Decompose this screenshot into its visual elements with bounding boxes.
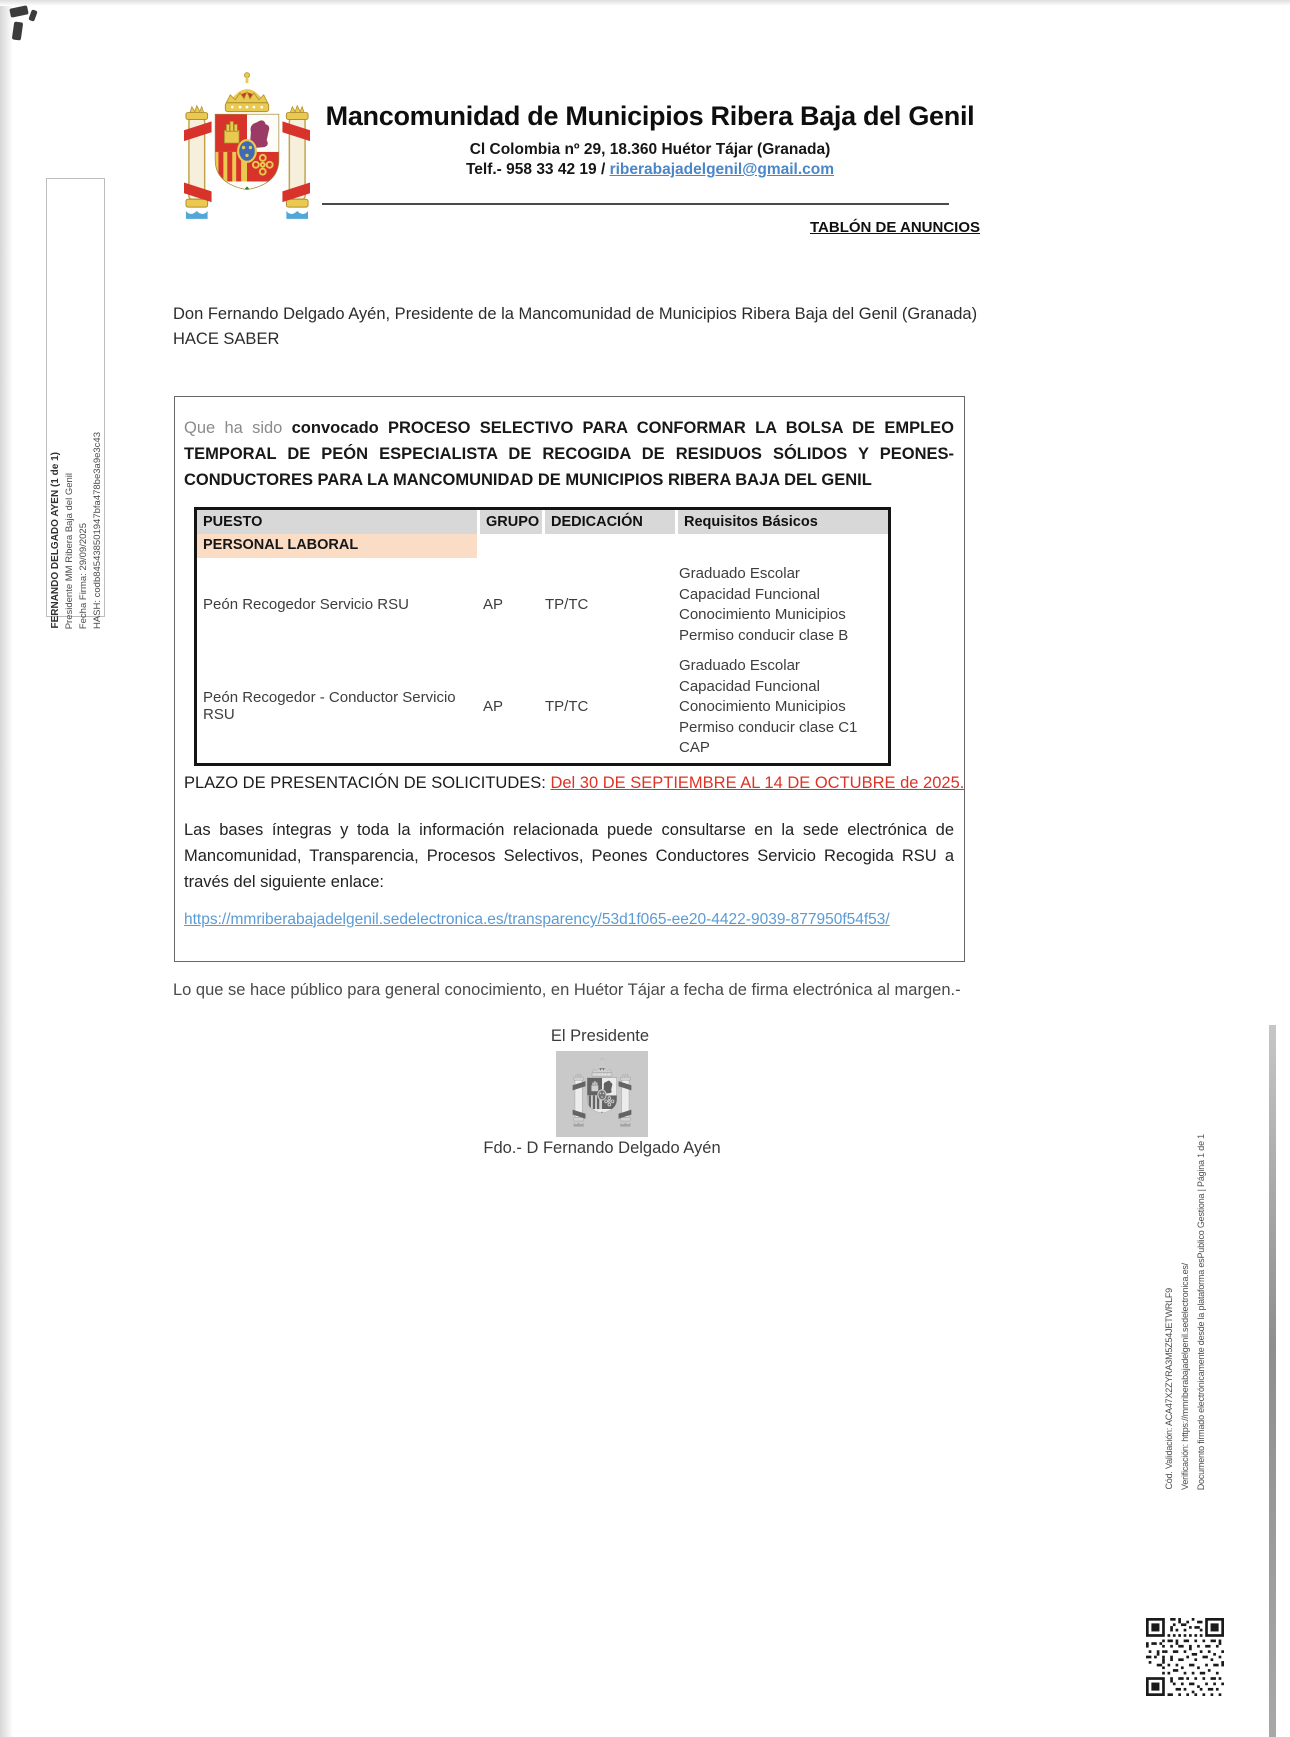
lead-emphasis: convocado PROCESO SELECTIVO PARA CONFORMAR LA BOLSA DE EMPLEO TEMPORAL DE PEÓN ESPECIALISTA DE RECOGIDA DE RESIDUOS SÓLIDOS Y PEONES-CONDUCTORES PARA LA MANCOMUNIDAD DE MUNICIPIOS RIBERA BAJA DEL GENIL	[184, 419, 955, 489]
photo-edge-right	[1269, 1025, 1276, 1737]
table-row	[197, 558, 888, 650]
plazo-line	[184, 774, 964, 793]
president-title: El Presidente	[550, 1027, 650, 1045]
photo-artifact	[12, 21, 23, 40]
signature-stamp	[556, 1051, 648, 1137]
cell-dedicacion: TP/TC	[545, 595, 589, 613]
photo-edge-top	[0, 0, 1290, 6]
board-label: TABLÓN DE ANUNCIOS	[810, 219, 980, 236]
margin-signature-text	[49, 295, 104, 629]
margin-signature-box	[46, 178, 105, 629]
cell-puesto: Peón Recogedor - Conductor Servicio RSU	[203, 689, 456, 724]
spain-coat-of-arms-grayscale-icon	[569, 1055, 635, 1133]
col-header-requisitos: Requisitos Básicos	[678, 510, 888, 534]
margin-validation-text	[1163, 1133, 1208, 1490]
qr-code-icon	[1146, 1618, 1224, 1696]
table-section-row	[197, 534, 888, 558]
requisito: CAP	[679, 739, 710, 756]
col-header-dedicacion: DEDICACIÓN	[545, 510, 675, 534]
requisito: Graduado Escolar	[679, 565, 800, 582]
photo-edge-left	[0, 0, 13, 1737]
col-header-grupo: GRUPO	[480, 510, 542, 534]
org-phone: Telf.- 958 33 42 19 /	[465, 161, 610, 178]
table-row	[197, 650, 888, 763]
lead-plain: Que ha sido	[184, 419, 292, 437]
requisito: Conocimiento Municipios	[679, 606, 846, 623]
org-address: Cl Colombia nº 29, 18.360 Huétor Tájar (Granada)	[469, 141, 831, 158]
requisito: Permiso conducir clase C1	[679, 718, 858, 736]
platform-note: Documento firmado electrónicamente desde la plataforma esPublico Gestiona | Página 1 de 1	[1196, 1133, 1206, 1490]
hace-saber: HACE SABER	[173, 330, 280, 348]
table-header-row	[197, 510, 888, 534]
signature-name-line: Fdo.- D Fernando Delgado Ayén	[483, 1139, 721, 1157]
photo-artifact	[28, 9, 37, 21]
org-name: Mancomunidad de Municipios Ribera Baja del Genil	[325, 101, 975, 131]
info-paragraph: Las bases íntegras y toda la información relacionada puede consultarse en la sede electrónica de Mancomunidad, Transparencia, Procesos Selectivos, Peones Conductores Servicio Recogida RSU a través del siguiente enlace:	[184, 821, 954, 891]
lead-paragraph	[184, 415, 954, 493]
requisito: Conocimiento Municipios	[679, 698, 846, 715]
cell-grupo: AP	[483, 595, 504, 613]
cell-requisitos	[669, 558, 888, 650]
jobs-table	[194, 507, 891, 766]
cell-dedicacion: TP/TC	[545, 697, 589, 715]
section-label: PERSONAL LABORAL	[197, 534, 477, 558]
public-notice-line: Lo que se hace público para general conocimiento, en Huétor Tájar a fecha de firma electrónica al margen.-	[173, 981, 961, 999]
notice-box	[174, 396, 965, 962]
cell-requisitos	[669, 650, 888, 763]
plazo-dates: Del 30 DE SEPTIEMBRE AL 14 DE OCTUBRE de 2025.	[550, 774, 965, 792]
verification-url: Verificación: https://mmriberabajadelgenil.sedelectronica.es/	[1180, 1263, 1190, 1490]
requisito: Capacidad Funcional	[679, 677, 820, 695]
intro-paragraph	[173, 302, 983, 352]
plazo-label: PLAZO DE PRESENTACIÓN DE SOLICITUDES:	[184, 774, 551, 792]
requisito: Permiso conducir clase B	[679, 626, 849, 644]
signature-date: Fecha Firma: 29/09/2025	[78, 522, 89, 629]
spain-coat-of-arms-icon	[183, 60, 311, 238]
signature-hash: HASH: codb845438501947bfa478be3a9e3c43	[92, 431, 103, 629]
validation-code: Cód. Validación: ACA47X2ZYRA3M5Z54JETWRLF9	[1164, 1288, 1174, 1490]
transparency-link[interactable]: https://mmriberabajadelgenil.sedelectronica.es/transparency/53d1f065-ee20-4422-9039-877950f54f53/	[184, 911, 890, 928]
header-divider	[322, 203, 949, 205]
intro-line: Don Fernando Delgado Ayén, Presidente de la Mancomunidad de Municipios Ribera Baja del Genil (Granada)	[173, 305, 978, 323]
requisito: Graduado Escolar	[679, 657, 800, 674]
org-contact-line	[315, 161, 985, 179]
cell-grupo: AP	[483, 697, 504, 715]
signer-title: Presidente MM Ribera Baja del Genil	[64, 472, 75, 629]
col-header-puesto: PUESTO	[197, 510, 477, 534]
signer-name: FERNANDO DELGADO AYEN (1 de 1)	[50, 452, 61, 629]
org-email-link[interactable]: riberabajadelgenil@gmail.com	[609, 161, 835, 178]
cell-puesto: Peón Recogedor Servicio RSU	[203, 595, 409, 613]
requisito: Capacidad Funcional	[679, 585, 820, 603]
